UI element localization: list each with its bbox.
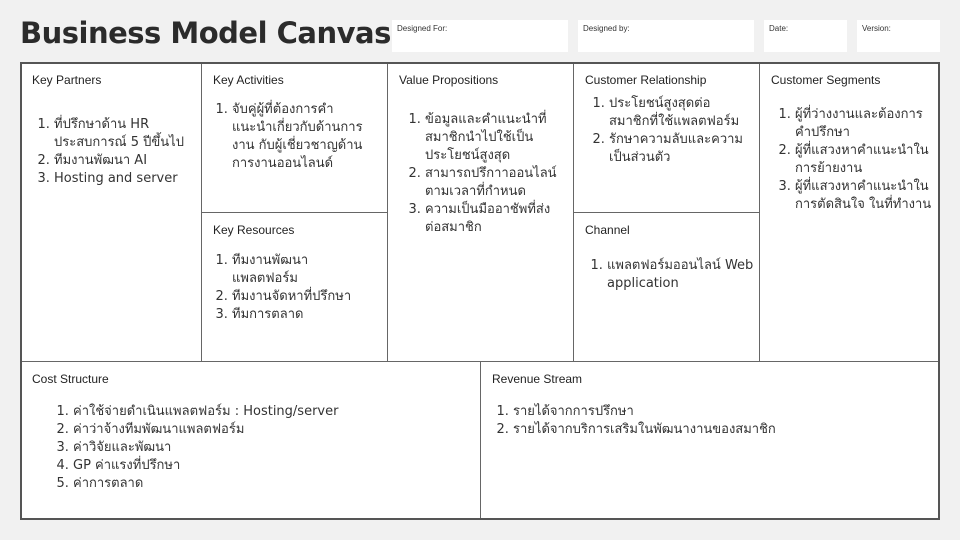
channel-title: Channel [585,223,630,237]
list-item: 1. แพลตฟอร์มออนไลน์ Web application [607,257,755,293]
page-title: Business Model Canvas [20,16,391,50]
list-item: 2. ทีมงานจัดหาที่ปรึกษา [232,288,372,306]
customer-segments-block[interactable] [759,62,940,362]
customer-segments-title: Customer Segments [771,73,881,87]
list-item: 2. ทีมงานพัฒนา AI [54,152,194,170]
list-item: 1. ที่ปรึกษาด้าน HR ประสบการณ์ 5 ปีขึ้นไป [54,116,194,152]
key-resources-title: Key Resources [213,223,295,237]
key-partners-title: Key Partners [32,73,102,87]
list-item: 3. ทีมการตลาด [232,306,372,324]
list-item: 1. รายได้จากการปรึกษา [513,403,933,421]
list-item: 1. ประโยชน์สูงสุดต่อสมาชิกที่ใช้แพลตฟอร์ม [609,95,749,131]
list-item: 3. ค่าวิจัยและพัฒนา [73,439,473,457]
canvas-grid [20,62,940,520]
list-item: 1. ทีมงานพัฒนาแพลตฟอร์ม [232,252,372,288]
key-resources-list [232,252,372,324]
revenue-stream-list [513,403,933,439]
version-label: Version: [862,24,891,33]
customer-segments-list [795,106,935,214]
list-item: 2. ผู้ที่แสวงหาคำแนะนำในการย้ายงาน [795,142,935,178]
cost-structure-block[interactable] [20,361,481,520]
customer-relationship-list [609,95,749,167]
list-item: 2. ค่าว่าจ้างทีมพัฒนาแพลตฟอร์ม [73,421,473,439]
list-item: 2. รักษาความลับและความเป็นส่วนตัว [609,131,749,167]
list-item: 4. GP ค่าแรงที่ปรึกษา [73,457,473,475]
list-item: 1. จับคู่ผู้ที่ต้องการคำแนะนำเกี่ยวกับด้านการงาน กับผู้เชี่ยวชาญด้านการงานออนไลนด์ [232,101,372,173]
list-item: 5. ค่าการตลาด [73,475,473,493]
designed-for-label: Designed For: [397,24,448,33]
list-item: 1. ผู้ที่ว่างงานและต้องการคำปรึกษา [795,106,935,142]
customer-relationship-title: Customer Relationship [585,73,707,87]
list-item: 2. สามารถปรึกาาออนไลน์ตามเวลาที่กำหนด [425,165,563,201]
date-label: Date: [769,24,789,33]
key-activities-block[interactable] [201,62,388,213]
cost-structure-title: Cost Structure [32,372,109,386]
channel-block[interactable] [573,212,760,362]
key-activities-title: Key Activities [213,73,284,87]
list-item: 3. Hosting and server [54,170,194,188]
list-item: 3. ความเป็นมืออาชัพที่ส่งต่อสมาชิก [425,201,563,237]
designed-by-field[interactable] [578,20,754,52]
revenue-stream-block[interactable] [480,361,940,520]
revenue-stream-title: Revenue Stream [492,372,583,386]
list-item: 1. ข้อมูลและคำแนะนำที่สมาชิกนำไปใช้เป็นประโยชน์สูงสุด [425,111,563,165]
customer-relationship-block[interactable] [573,62,760,213]
value-propositions-block[interactable] [387,62,574,362]
list-item: 3. ผู้ที่แสวงหาคำแนะนำในการตัดสินใจ ในที่ทำงาน [795,178,935,214]
key-partners-block[interactable] [20,62,202,362]
cost-structure-list [73,403,473,493]
key-activities-list [232,101,372,173]
date-field[interactable] [764,20,847,52]
version-field[interactable] [857,20,940,52]
list-item: 1. ค่าใช้จ่ายดำเนินแพลตฟอร์ม : Hosting/server [73,403,473,421]
designed-for-field[interactable] [392,20,568,52]
channel-list [607,257,755,293]
key-partners-list [54,116,194,188]
designed-by-label: Designed by: [583,24,630,33]
value-propositions-title: Value Propositions [399,73,499,87]
value-propositions-list [425,111,563,237]
list-item: 2. รายได้จากบริการเสริมในพัฒนางานของสมาชิก [513,421,933,439]
key-resources-block[interactable] [201,212,388,362]
